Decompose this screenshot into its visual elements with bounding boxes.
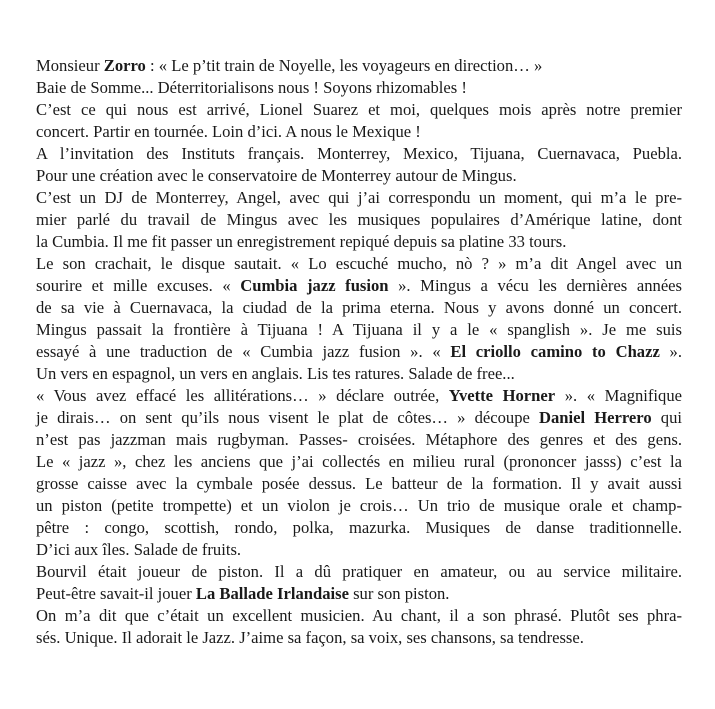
bold-name: La Ballade Irlandaise — [195, 584, 349, 603]
text-segment: grosse caisse avec la cymbale posée dessus. Le batteur de la formation. Il y avait aussi — [36, 474, 682, 493]
text-line — [36, 561, 682, 583]
text-segment: sourire et mille excuses. « — [36, 276, 241, 295]
text-line — [36, 55, 682, 77]
text-line — [36, 627, 682, 649]
text-segment: C’est ce qui nous est arrivé, Lionel Suarez et moi, quelques mois après notre premier — [36, 100, 682, 119]
text-line — [36, 231, 682, 253]
text-segment: On m’a dit que c’était un excellent musicien. Au chant, il a son phrasé. Plutôt ses phra- — [36, 606, 682, 625]
text-segment: Monsieur — [36, 56, 104, 75]
text-segment: Baie de Somme... Déterritorialisons nous ! Soyons rhizomables ! — [36, 78, 467, 97]
text-segment: Pour une création avec le conservatoire de Monterrey autour de Mingus. — [36, 166, 517, 185]
text-segment: sés. Unique. Il adorait le Jazz. J’aime sa façon, sa voix, ses chansons, sa tendresse. — [36, 628, 584, 647]
text-line — [36, 297, 682, 319]
text-segment: A l’invitation des Instituts français. Monterrey, Mexico, Tijuana, Cuernavaca, Puebla. — [36, 144, 682, 163]
text-segment: mier parlé du travail de Mingus avec les musiques populaires d’Amérique latine, dont — [36, 210, 682, 229]
text-segment: de sa vie à Cuernavaca, la ciudad de la prima eterna. Nous y avons donné un concert. — [36, 298, 682, 317]
text-segment: ». — [659, 342, 683, 361]
text-segment: Peut-être savait-il jouer — [36, 584, 196, 603]
text-line — [36, 143, 682, 165]
text-segment: pêtre : congo, scottish, rondo, polka, mazurka. Musiques de danse traditionnelle. — [36, 518, 682, 537]
text-line — [36, 363, 682, 385]
text-segment: « Vous avez effacé les allitérations… » déclare outrée, — [36, 386, 449, 405]
text-line — [36, 495, 682, 517]
text-segment: Un vers en espagnol, un vers en anglais. Lis tes ratures. Salade de free... — [36, 364, 515, 383]
text-line — [36, 451, 682, 473]
bold-name: El criollo camino to Chazz — [450, 342, 660, 361]
text-line — [36, 99, 682, 121]
text-segment: Le son crachait, le disque sautait. « Lo escuché mucho, nò ? » m’a dit Angel avec un — [36, 254, 682, 273]
text-line — [36, 429, 682, 451]
text-segment: je dirais… on sent qu’ils nous visent le plat de côtes… » découpe — [36, 408, 539, 427]
text-segment: Mingus passait la frontière à Tijuana ! A Tijuana il y a le « spanglish ». Je me suis — [36, 320, 682, 339]
text-segment: : « Le p’tit train de Noyelle, les voyageurs en direction… » — [145, 56, 543, 75]
text-segment: essayé à une traduction de « Cumbia jazz fusion ». « — [36, 342, 451, 361]
text-body — [36, 55, 682, 649]
text-segment: sur son piston. — [348, 584, 450, 603]
text-segment: concert. Partir en tournée. Loin d’ici. A nous le Mexique ! — [36, 122, 421, 141]
text-line — [36, 605, 682, 627]
text-line — [36, 341, 682, 363]
text-line — [36, 517, 682, 539]
text-line — [36, 407, 682, 429]
bold-name: Yvette Horner — [448, 386, 556, 405]
text-line — [36, 165, 682, 187]
text-segment: ». Mingus a vécu les dernières années — [388, 276, 683, 295]
text-line — [36, 583, 682, 605]
text-line — [36, 121, 682, 143]
bold-name: Daniel Herrero — [539, 408, 652, 427]
text-segment: Le « jazz », chez les anciens que j’ai collectés en milieu rural (prononcer jasss) c’est la — [36, 452, 682, 471]
text-line — [36, 253, 682, 275]
text-line — [36, 473, 682, 495]
text-line — [36, 385, 682, 407]
text-line — [36, 319, 682, 341]
text-segment: qui — [651, 408, 682, 427]
text-line — [36, 539, 682, 561]
bold-name: Zorro — [103, 56, 146, 75]
text-line — [36, 275, 682, 297]
text-segment: C’est un DJ de Monterrey, Angel, avec qui j’ai correspondu un moment, qui m’a le pre- — [36, 188, 682, 207]
text-segment: un piston (petite trompette) et un violon je crois… Un trio de musique orale et champ- — [36, 496, 682, 515]
text-segment: n’est pas jazzman mais rugbyman. Passes- croisées. Métaphore des genres et des gens. — [36, 430, 682, 449]
text-segment: la Cumbia. Il me fit passer un enregistrement repiqué depuis sa platine 33 tours. — [36, 232, 567, 251]
text-line — [36, 209, 682, 231]
text-line — [36, 77, 682, 99]
bold-name: Cumbia jazz fusion — [240, 276, 389, 295]
text-segment: D’ici aux îles. Salade de fruits. — [36, 540, 242, 559]
text-line — [36, 187, 682, 209]
text-segment: Bourvil était joueur de piston. Il a dû pratiquer en amateur, ou au service militaire. — [36, 562, 682, 581]
text-segment: ». « Magnifique — [555, 386, 682, 405]
